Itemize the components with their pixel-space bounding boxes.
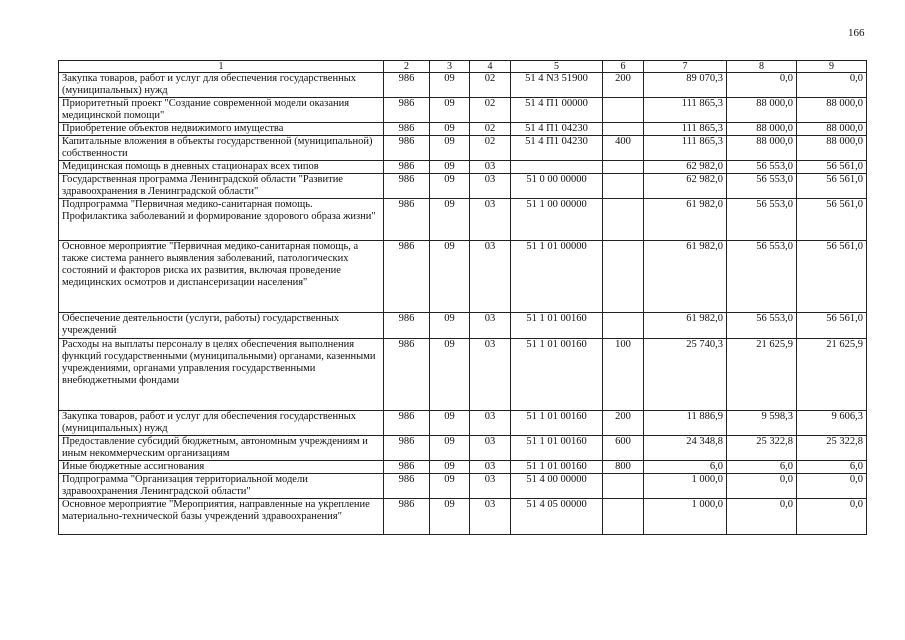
cell-section: 09	[430, 199, 470, 241]
cell-amount-3: 56 561,0	[797, 174, 867, 199]
cell-expense-type	[603, 499, 644, 535]
page-number: 166	[848, 27, 865, 39]
column-header: 9	[797, 61, 867, 73]
cell-code: 986	[384, 123, 430, 136]
cell-section: 09	[430, 123, 470, 136]
cell-subsection: 03	[470, 313, 511, 339]
row-name: Подпрограмма "Организация территориальной модели здравоохранения Ленинградской области"	[59, 474, 384, 499]
column-header: 6	[603, 61, 644, 73]
column-header: 1	[59, 61, 384, 73]
cell-amount-2: 25 322,8	[727, 436, 797, 461]
cell-amount-3: 21 625,9	[797, 339, 867, 411]
table-row	[59, 241, 867, 313]
cell-amount-2: 0,0	[727, 73, 797, 98]
cell-amount-2: 0,0	[727, 499, 797, 535]
cell-amount-3: 9 606,3	[797, 411, 867, 436]
cell-target-article: 51 4 П1 04230	[511, 123, 603, 136]
cell-amount-1: 62 982,0	[644, 174, 727, 199]
cell-amount-3: 0,0	[797, 73, 867, 98]
cell-target-article: 51 4 05 00000	[511, 499, 603, 535]
cell-section: 09	[430, 436, 470, 461]
cell-code: 986	[384, 73, 430, 98]
cell-amount-2: 88 000,0	[727, 98, 797, 123]
cell-amount-2: 88 000,0	[727, 136, 797, 161]
row-name: Подпрограмма "Первичная медико-санитарная помощь. Профилактика заболеваний и формирование здорового образа жизни"	[59, 199, 384, 241]
cell-target-article: 51 1 01 00160	[511, 339, 603, 411]
cell-amount-3: 56 561,0	[797, 161, 867, 174]
cell-amount-1: 6,0	[644, 461, 727, 474]
cell-expense-type: 200	[603, 73, 644, 98]
cell-target-article: 51 1 01 00160	[511, 461, 603, 474]
cell-code: 986	[384, 411, 430, 436]
cell-expense-type	[603, 474, 644, 499]
cell-amount-3: 56 561,0	[797, 241, 867, 313]
cell-amount-1: 62 982,0	[644, 161, 727, 174]
cell-target-article: 51 4 N3 51900	[511, 73, 603, 98]
cell-amount-2: 56 553,0	[727, 174, 797, 199]
cell-amount-2: 21 625,9	[727, 339, 797, 411]
cell-section: 09	[430, 241, 470, 313]
cell-amount-1: 111 865,3	[644, 98, 727, 123]
table-row	[59, 313, 867, 339]
cell-amount-3: 88 000,0	[797, 123, 867, 136]
cell-code: 986	[384, 499, 430, 535]
cell-section: 09	[430, 499, 470, 535]
cell-amount-3: 88 000,0	[797, 136, 867, 161]
cell-amount-3: 88 000,0	[797, 98, 867, 123]
cell-expense-type	[603, 241, 644, 313]
column-header: 3	[430, 61, 470, 73]
cell-amount-3: 6,0	[797, 461, 867, 474]
table-row	[59, 499, 867, 535]
column-header: 8	[727, 61, 797, 73]
cell-code: 986	[384, 436, 430, 461]
table-row	[59, 199, 867, 241]
budget-table	[58, 60, 867, 535]
row-name: Приоритетный проект "Создание современной модели оказания медицинской помощи"	[59, 98, 384, 123]
cell-target-article: 51 4 П1 00000	[511, 98, 603, 123]
cell-code: 986	[384, 98, 430, 123]
row-name: Государственная программа Ленинградской области "Развитие здравоохранения в Ленинградской области"	[59, 174, 384, 199]
cell-target-article: 51 4 П1 04230	[511, 136, 603, 161]
cell-target-article: 51 4 00 00000	[511, 474, 603, 499]
cell-amount-1: 89 070,3	[644, 73, 727, 98]
cell-expense-type: 800	[603, 461, 644, 474]
cell-code: 986	[384, 474, 430, 499]
cell-subsection: 02	[470, 98, 511, 123]
cell-section: 09	[430, 313, 470, 339]
cell-code: 986	[384, 161, 430, 174]
cell-expense-type	[603, 174, 644, 199]
cell-amount-2: 0,0	[727, 474, 797, 499]
cell-subsection: 02	[470, 136, 511, 161]
cell-section: 09	[430, 73, 470, 98]
column-header: 5	[511, 61, 603, 73]
cell-target-article: 51 1 01 00160	[511, 436, 603, 461]
cell-subsection: 03	[470, 241, 511, 313]
cell-target-article: 51 1 01 00160	[511, 313, 603, 339]
table-row	[59, 98, 867, 123]
cell-amount-1: 61 982,0	[644, 313, 727, 339]
cell-subsection: 03	[470, 461, 511, 474]
cell-subsection: 03	[470, 436, 511, 461]
cell-section: 09	[430, 339, 470, 411]
cell-subsection: 03	[470, 199, 511, 241]
row-name: Основное мероприятие "Мероприятия, направленные на укрепление материально-технической базы учреждений здравоохранения"	[59, 499, 384, 535]
cell-code: 986	[384, 136, 430, 161]
cell-amount-1: 111 865,3	[644, 123, 727, 136]
table-row	[59, 174, 867, 199]
cell-expense-type	[603, 313, 644, 339]
cell-amount-2: 6,0	[727, 461, 797, 474]
cell-amount-3: 0,0	[797, 499, 867, 535]
cell-section: 09	[430, 161, 470, 174]
table-row	[59, 161, 867, 174]
cell-amount-1: 61 982,0	[644, 241, 727, 313]
cell-expense-type	[603, 98, 644, 123]
cell-amount-1: 1 000,0	[644, 499, 727, 535]
cell-target-article: 51 1 01 00000	[511, 241, 603, 313]
cell-expense-type: 600	[603, 436, 644, 461]
cell-expense-type: 400	[603, 136, 644, 161]
cell-target-article: 51 0 00 00000	[511, 174, 603, 199]
cell-amount-2: 56 553,0	[727, 199, 797, 241]
cell-amount-3: 0,0	[797, 474, 867, 499]
table-row	[59, 461, 867, 474]
cell-target-article: 51 1 00 00000	[511, 199, 603, 241]
cell-code: 986	[384, 241, 430, 313]
row-name: Предоставление субсидий бюджетным, автономным учреждениям и иным некоммерческим организациям	[59, 436, 384, 461]
column-header: 2	[384, 61, 430, 73]
cell-amount-2: 88 000,0	[727, 123, 797, 136]
cell-code: 986	[384, 313, 430, 339]
cell-target-article	[511, 161, 603, 174]
cell-subsection: 03	[470, 411, 511, 436]
cell-amount-1: 24 348,8	[644, 436, 727, 461]
header-row	[59, 61, 867, 73]
row-name: Иные бюджетные ассигнования	[59, 461, 384, 474]
cell-amount-3: 56 561,0	[797, 313, 867, 339]
cell-code: 986	[384, 339, 430, 411]
cell-section: 09	[430, 474, 470, 499]
table-row	[59, 136, 867, 161]
cell-expense-type: 200	[603, 411, 644, 436]
column-header: 7	[644, 61, 727, 73]
row-name: Закупка товаров, работ и услуг для обеспечения государственных (муниципальных) нужд	[59, 411, 384, 436]
cell-amount-2: 56 553,0	[727, 241, 797, 313]
table-row	[59, 474, 867, 499]
cell-subsection: 02	[470, 123, 511, 136]
cell-subsection: 03	[470, 174, 511, 199]
cell-amount-1: 11 886,9	[644, 411, 727, 436]
cell-amount-1: 111 865,3	[644, 136, 727, 161]
cell-expense-type	[603, 161, 644, 174]
cell-target-article: 51 1 01 00160	[511, 411, 603, 436]
table-row	[59, 123, 867, 136]
cell-amount-3: 25 322,8	[797, 436, 867, 461]
cell-amount-1: 1 000,0	[644, 474, 727, 499]
cell-amount-2: 56 553,0	[727, 161, 797, 174]
table-row	[59, 436, 867, 461]
table-row	[59, 339, 867, 411]
cell-expense-type	[603, 123, 644, 136]
row-name: Расходы на выплаты персоналу в целях обеспечения выполнения функций государственными (муниципальными) органами, казенными учреждениями, органами управления государственными внебюджетными фондами	[59, 339, 384, 411]
cell-section: 09	[430, 174, 470, 199]
cell-amount-2: 9 598,3	[727, 411, 797, 436]
cell-expense-type	[603, 199, 644, 241]
row-name: Обеспечение деятельности (услуги, работы) государственных учреждений	[59, 313, 384, 339]
cell-code: 986	[384, 174, 430, 199]
cell-subsection: 03	[470, 339, 511, 411]
cell-section: 09	[430, 411, 470, 436]
cell-subsection: 02	[470, 73, 511, 98]
row-name: Закупка товаров, работ и услуг для обеспечения государственных (муниципальных) нужд	[59, 73, 384, 98]
row-name: Капитальные вложения в объекты государственной (муниципальной) собственности	[59, 136, 384, 161]
table-row	[59, 411, 867, 436]
cell-code: 986	[384, 461, 430, 474]
cell-subsection: 03	[470, 474, 511, 499]
column-header: 4	[470, 61, 511, 73]
cell-amount-2: 56 553,0	[727, 313, 797, 339]
table-row	[59, 73, 867, 98]
cell-code: 986	[384, 199, 430, 241]
cell-section: 09	[430, 461, 470, 474]
row-name: Приобретение объектов недвижимого имущества	[59, 123, 384, 136]
cell-subsection: 03	[470, 499, 511, 535]
cell-section: 09	[430, 136, 470, 161]
cell-amount-1: 61 982,0	[644, 199, 727, 241]
cell-expense-type: 100	[603, 339, 644, 411]
cell-section: 09	[430, 98, 470, 123]
cell-amount-3: 56 561,0	[797, 199, 867, 241]
row-name: Основное мероприятие "Первичная медико-санитарная помощь, а также система раннего выявления заболеваний, патологических состояний и факторов риска их развития, включая проведение медицинских осмотров и диспансеризации населения"	[59, 241, 384, 313]
cell-subsection: 03	[470, 161, 511, 174]
row-name: Медицинская помощь в дневных стационарах всех типов	[59, 161, 384, 174]
cell-amount-1: 25 740,3	[644, 339, 727, 411]
